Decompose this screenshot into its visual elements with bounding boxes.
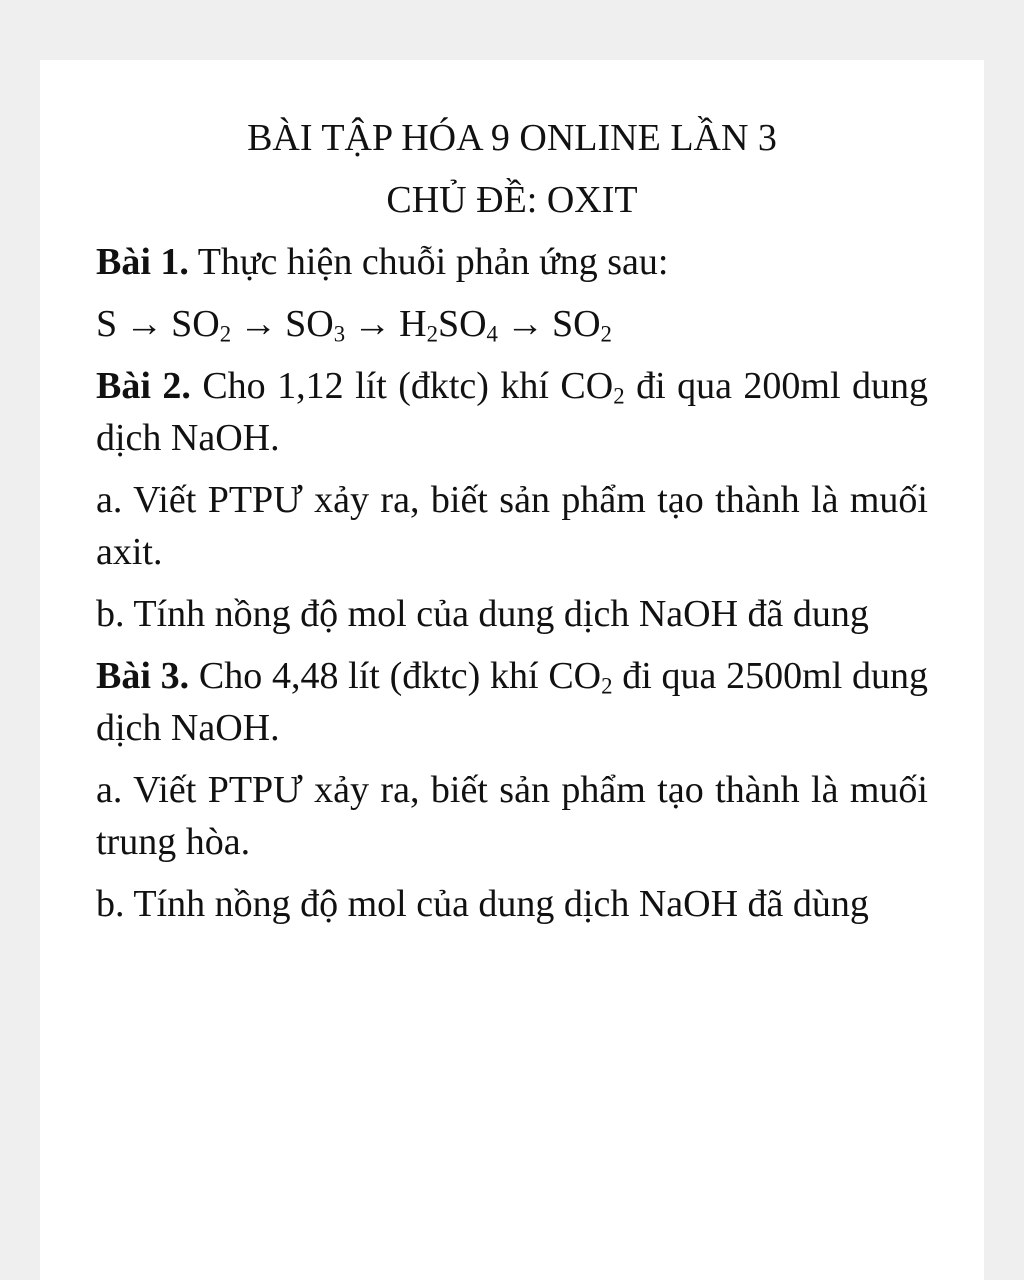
exercise-3-statement [96,650,928,754]
chain-so2-a: SO [171,303,220,345]
document-page [40,60,984,1280]
exercise-2-text-before: Cho 1,12 lít (đktc) khí CO [190,365,614,407]
arrow-3: → [353,303,392,345]
exercise-2-text-after: đi qua 200ml dung dịch NaOH. [96,365,928,459]
chain-so2-a-sub: 2 [219,321,232,347]
arrow-4: → [505,303,544,345]
exercise-2-label: Bài 2. [96,365,191,407]
exercise-1-text: Thực hiện chuỗi phản ứng sau: [188,241,669,283]
document-title: BÀI TẬP HÓA 9 ONLINE LẦN 3 [247,117,777,159]
reaction-chain [96,298,928,350]
chain-so2-b: SO [551,303,601,345]
exercise-3-sub: 2 [601,673,613,699]
chain-h2so4-so: SO [437,303,487,345]
arrow-1: → [125,303,164,345]
document-subtitle: CHỦ ĐỀ: OXIT [386,179,638,221]
chain-h2so4-so-sub: 4 [486,321,498,347]
exercise-3-label: Bài 3. [96,655,190,697]
exercise-1-label: Bài 1. [96,241,189,283]
arrow-2: → [239,303,278,345]
exercise-3-text-after: đi qua 2500ml dung dịch NaOH. [96,655,928,749]
exercise-2-sub: 2 [613,383,625,409]
chain-h2so4-h-sub: 2 [426,321,438,347]
chain-so3: SO [285,303,334,345]
exercise-2-part-a: a. Viết PTPƯ xảy ra, biết sản phẩm tạo thành là muối axit. [96,479,928,573]
chain-so2-b-sub: 2 [600,321,612,347]
exercise-1-heading [96,236,928,288]
exercise-3-text-before: Cho 4,48 lít (đktc) khí CO [189,655,602,697]
exercise-3-part-b: b. Tính nồng độ mol của dung dịch NaOH đã dùng [96,883,869,925]
chain-h2so4-h: H [399,303,427,345]
document-content [96,112,928,930]
exercise-3-part-a: a. Viết PTPƯ xảy ra, biết sản phẩm tạo thành là muối trung hòa. [96,769,928,863]
exercise-2-statement [96,360,928,464]
exercise-2-part-b: b. Tính nồng độ mol của dung dịch NaOH đã dung [96,593,869,635]
chain-s: S [96,303,118,345]
chain-so3-sub: 3 [333,321,346,347]
